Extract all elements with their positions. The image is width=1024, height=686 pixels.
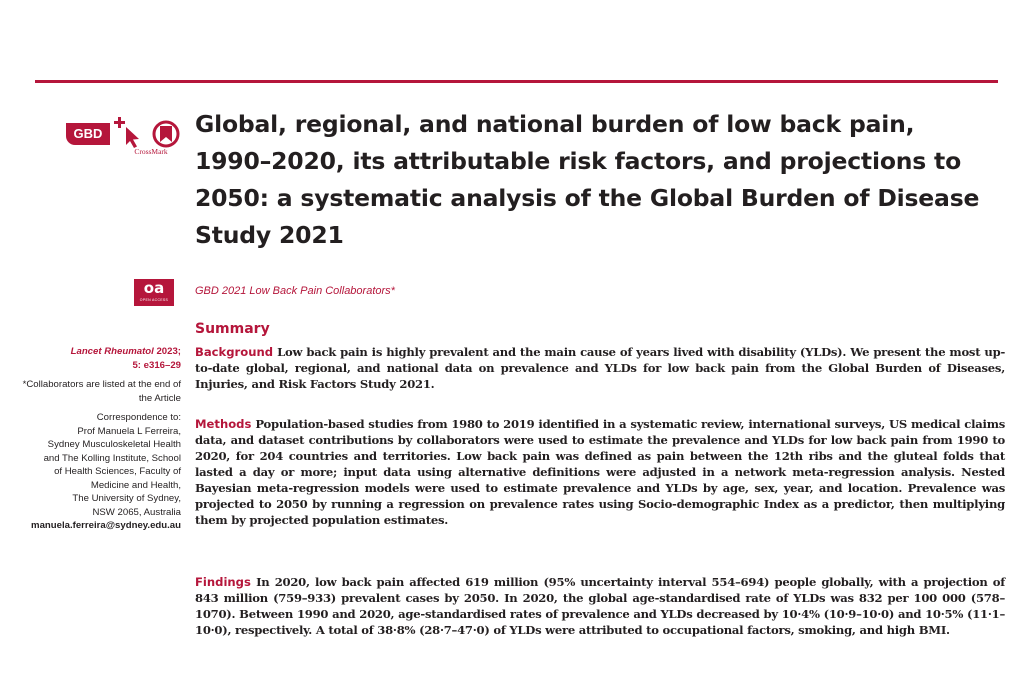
correspondence-line: Medicine and Health, — [90, 479, 181, 491]
abstract-methods — [195, 416, 1005, 528]
correspondence-line: The University of Sydney, — [72, 493, 181, 504]
correspondence-line: Sydney Musculoskeletal Health — [47, 439, 181, 450]
abstract-findings — [195, 574, 1005, 638]
author-line[interactable]: GBD 2021 Low Back Pain Collaborators* — [195, 285, 395, 297]
methods-text: Population-based studies from 1980 to 2019 identified in a systematic review, international surveys, US medical claims data, and dataset contributions by collaborators were used to estimate the prevalence and YLDs for low back pain from 1990 to 2020, for 204 countries and territories. Low back pain was defined as pain between the 12th ribs and the gluteal folds that lasted a day or more; input data using alternative definitions were adjusted in a network meta-regression analysis. Nested Bayesian meta-regression models were used to estimate prevalence and YLDs by age, sex, year, and location. Prevalence was projected to 2050 by running a regression on prevalence rates using Socio-demographic Index as a predictor, then multiplying them by projected population estimates. — [195, 417, 1005, 527]
correspondence-line: Correspondence to: — [96, 412, 181, 423]
background-label: Background — [195, 345, 274, 359]
citation-year: 2023; — [153, 346, 181, 357]
summary-heading: Summary — [195, 321, 270, 337]
abstract-background — [195, 344, 1005, 392]
sidebar-notes — [20, 345, 181, 539]
gbd-logo[interactable]: GBD — [66, 123, 110, 145]
findings-label: Findings — [195, 575, 251, 589]
article-title: Global, regional, and national burden of low back pain, 1990–2020, its attributable risk factors, and projections to 2050: a systematic analysis of the Global Burden of Disease Study 2021 — [195, 110, 980, 249]
citation — [20, 345, 181, 372]
citation-pages: 5: e316–29 — [132, 359, 181, 371]
open-access-label: OPEN ACCESS — [139, 298, 169, 302]
collaborators-note: *Collaborators are listed at the end of the Article — [22, 379, 181, 404]
open-access-icon: oa — [143, 279, 165, 297]
findings-text: In 2020, low back pain affected 619 million (95% uncertainty interval 554–694) people globally, with a projection of 843 million (759–933) prevalent cases by 2050. In 2020, the global age-standardised rate of YLDs was 832 per 100 000 (578–1070). Between 1990 and 2020, age-standardised rates of prevalence and YLDs decreased by 10·4% (10·9–10·0) and 10·5% (11·1–10·0), respectively. A total of 38·8% (28·7–47·0) of YLDs were attributed to occupational factors, smoking, and high BMI. — [195, 575, 1005, 637]
correspondence-line: and The Kolling Institute, School — [43, 452, 181, 464]
citation-journal: Lancet Rheumatol — [70, 346, 154, 357]
correspondence-line: of Health Sciences, Faculty of — [54, 466, 181, 477]
correspondence — [20, 411, 181, 533]
crossmark-label: CrossMark — [134, 147, 168, 156]
header-rule — [35, 80, 998, 83]
correspondence-line: NSW 2065, Australia — [92, 506, 181, 518]
correspondence-email[interactable]: manuela.ferreira@sydney.edu.au — [31, 520, 181, 531]
background-text: Low back pain is highly prevalent and the main cause of years lived with disability (YLDs). We present the most up-to-date global, regional, and national data on prevalence and YLDs for low back pain from the Global Burden of Diseases, Injuries, and Risk Factors Study 2021. — [195, 345, 1005, 391]
logo-group — [66, 115, 186, 165]
cursor-plus-icon — [114, 115, 144, 149]
open-access-badge — [134, 279, 174, 306]
methods-label: Methods — [195, 417, 252, 431]
correspondence-line: Prof Manuela L Ferreira, — [77, 425, 181, 437]
